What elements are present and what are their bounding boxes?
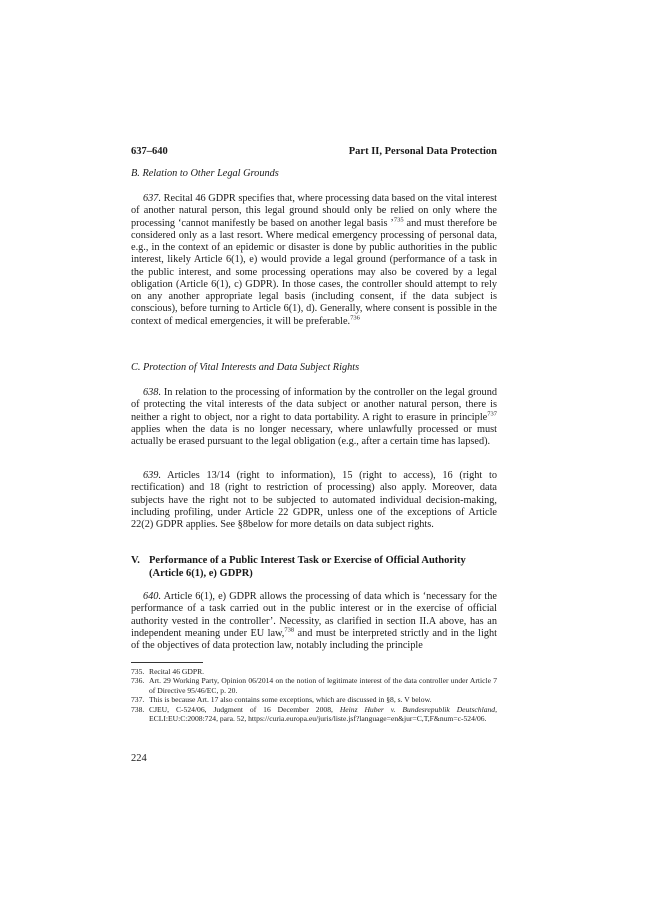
page-number: 224 [131,753,147,764]
paragraph-text: Articles 13/14 (right to information), 15 (right to access), 16 (right to rectification) and 18 (right to restriction of processing) also apply. Moreover, data subjects have the right not to be subjected to automated individual decision-making, including profiling, under Article 22 GDPR, unless one of the exceptions of Article 22(2) GDPR applies. See §8below for more details on data subject rights. [131,470,497,530]
subsection-c-heading: C. Protection of Vital Interests and Data Subject Rights [131,362,360,373]
footnote-number: 737. [131,695,145,705]
footnote-divider [131,662,203,663]
paragraph-number: 639. [143,470,162,481]
footnote-ref[interactable]: 737 [487,410,497,418]
footnote-text [149,705,497,724]
paragraph-text: Article 6(1), e) GDPR allows the processing of data which is ‘necessary for the performance of a task carried out in the public interest or in the exercise of official authority vested in the controller’. Necessity, as clarified in section II.A above, has an independent meaning under EU law, [131,591,497,639]
paragraph-text: Recital 46 GDPR specifies that, where processing data based on the vital interest of another natural person, this legal ground should only be relied on only where the processing ‘cannot manifestly be based on another legal basis ’ [131,193,497,229]
footnote-text: Art. 29 Working Party, Opinion 06/2014 on the notion of legitimate interest of the data controller under Article 7 of Directive 95/46/EC, p. 20. [149,676,497,695]
paragraph-637 [131,193,497,328]
footnotes [131,667,497,723]
section-title-line2: (Article 6(1), e) GDPR) [149,568,253,579]
footnote-ref[interactable]: 738 [284,626,295,634]
running-header [131,146,497,157]
section-v-heading [131,554,497,580]
paragraph-638 [131,387,497,448]
footnote-ref[interactable]: 735 [393,216,404,224]
footnote-number: 738. [131,704,145,714]
paragraph-639 [131,470,497,531]
paragraph-number: 637. [143,193,162,204]
footnote-text: This is because Art. 17 also contains some exceptions, which are discussed in §8, s. V below. [149,695,432,705]
paragraph-number: 638. [143,387,162,398]
footnote-text-part: CJEU, C-524/06, Judgment of 16 December 2008, [149,704,340,714]
footnote-number: 735. [131,667,145,676]
paragraph-text: applies when the data is no longer necessary, where unlawfully processed or must actually be erased pursuant to the legal obligation (e.g., after a certain time has lapsed). [131,423,497,447]
running-title: Part II, Personal Data Protection [348,146,497,157]
footnote-number: 736. [131,676,145,686]
paragraph-640 [131,591,497,652]
paragraph-number: 640. [143,591,162,602]
paragraph-text: and must therefore be considered only as a last resort. Where medical emergency processing of personal data, e.g., in the context of an epidemic or disaster is done by public authorities in the public interest, likely Article 6(1), e) would provide a legal ground (performance of a task in the public interest, and some processing operations may also be covered by a legal obligation (Article 6(1), c) GDPR). In those cases, the controller should attempt to rely on any another appropriate legal basis (including consent, if the data subject is conscious), before turning to Article 6(1), d). Generally, where consent is possible in the context of medical emergencies, it will be preferable. [131,217,497,327]
footnote-ref[interactable]: 736 [350,314,360,322]
paragraph-text: and must be interpreted strictly and in the light of the objectives of data protection law, notably including the principle [131,627,497,651]
footnote-738 [131,705,497,724]
footnote-735 [131,667,497,676]
paragraph-range: 637–640 [131,146,168,157]
paragraph-text: In relation to the processing of information by the controller on the legal ground of protecting the vital interests of the data subject or another natural person, there is neither a right to object, nor a right to data portability. A right to erasure in principle [131,387,497,423]
section-label: V. [131,555,140,566]
footnote-text: Recital 46 GDPR. [149,667,205,676]
footnote-text-part: , ECLI:EU:C:2008:724, para. 52, https://curia.europa.eu/juris/liste.jsf?language=en&jur=C,T,F&num=c-524/06. [149,704,497,724]
case-name: Heinz Huber v. Bundesrepublik Deutschland [339,704,496,714]
footnote-736 [131,676,497,695]
footnote-737 [131,695,497,704]
subsection-b-heading: B. Relation to Other Legal Grounds [131,168,279,179]
section-title-line1: Performance of a Public Interest Task or Exercise of Official Authority [149,555,466,566]
